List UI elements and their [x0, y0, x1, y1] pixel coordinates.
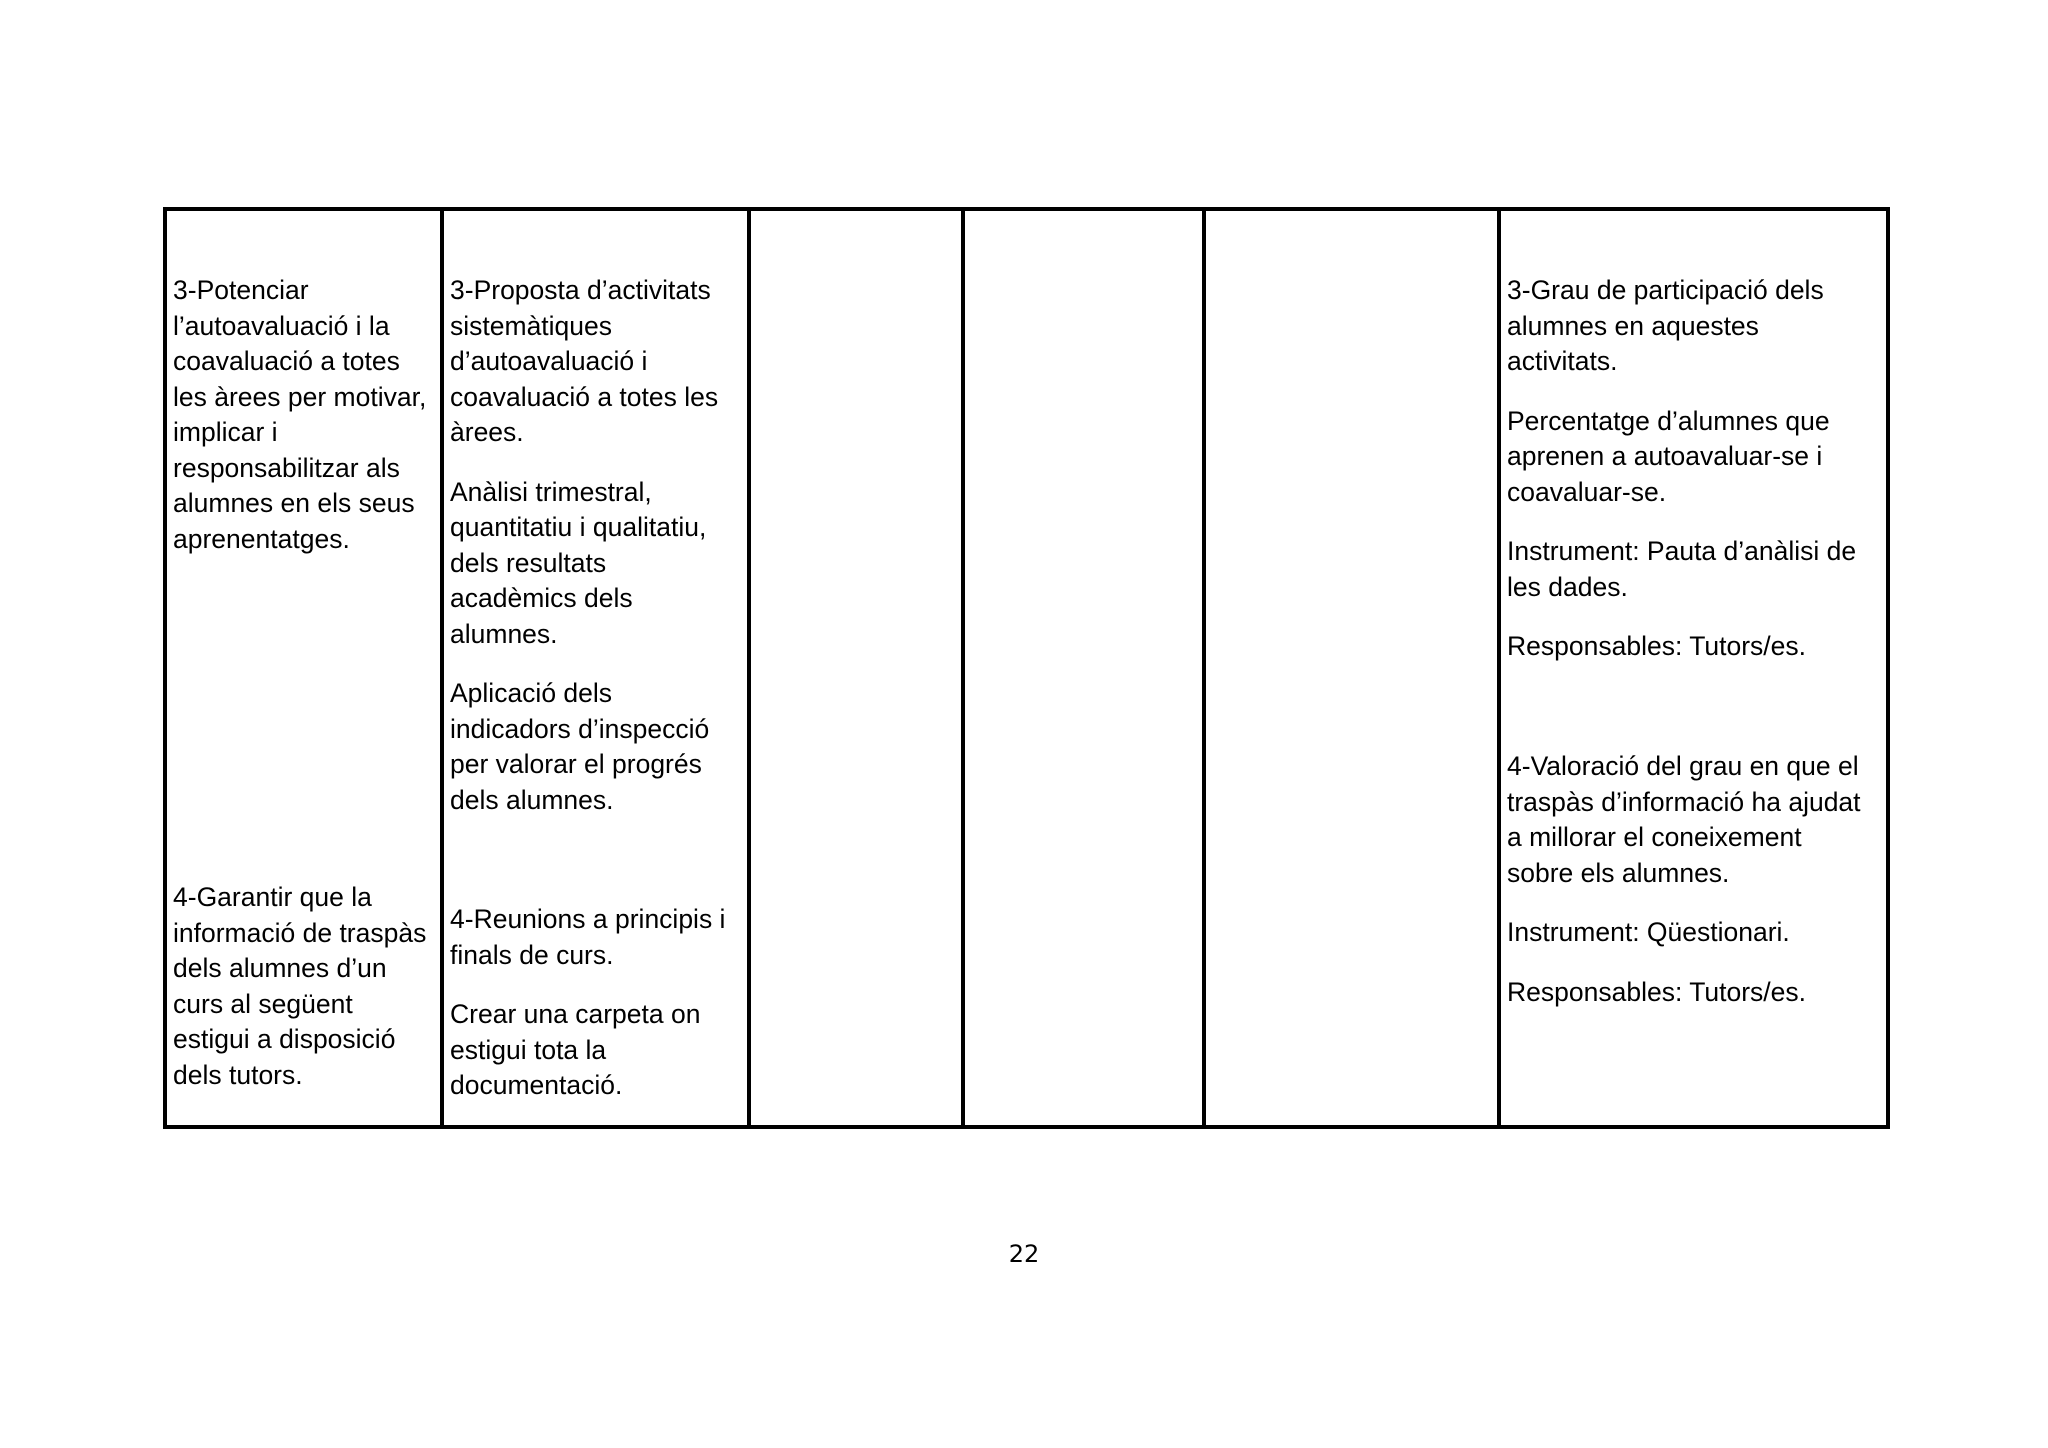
action-3-paragraph-2: Anàlisi trimestral, quantitatiu i qualitatiu, dels resultats acadèmics dels alumnes. — [450, 476, 707, 649]
indicator-4-paragraph-3: Responsables: Tutors/es. — [1507, 976, 1807, 1007]
indicator-cell-4 — [1507, 749, 1887, 1034]
column-divider — [747, 211, 751, 1125]
objective-4-text: 4-Garantir que la informació de traspàs dels alumnes d’un curs al següent estigui a disposició dels tutors. — [173, 882, 427, 1090]
indicator-3-paragraph-4: Responsables: Tutors/es. — [1507, 631, 1807, 661]
action-cell-3 — [450, 273, 745, 842]
indicator-cell-3 — [1507, 273, 1887, 689]
page-number: 22 — [1008, 1240, 1040, 1268]
objective-3-text: 3-Potenciar l’autoavaluació i la coavaluació a totes les àrees per motivar, implicar i responsabilitzar als alumnes en els seus aprenentatges. — [173, 275, 427, 554]
action-4-paragraph-2: Crear una carpeta on estigui tota la documentació. — [450, 999, 701, 1100]
objective-cell-4 — [173, 880, 435, 1117]
indicator-4-paragraph-1: 4-Valoració del grau en que el traspàs d’informació ha ajudat a millorar el coneixement sobre els alumnes. — [1507, 751, 1861, 888]
objective-cell-3 — [173, 273, 435, 581]
indicator-4-paragraph-2: Instrument: Qüestionari. — [1507, 917, 1790, 947]
planning-table — [163, 207, 1890, 1129]
column-divider — [961, 211, 965, 1125]
indicator-3-paragraph-1: 3-Grau de participació dels alumnes en aquestes activitats. — [1507, 275, 1824, 376]
indicator-3-paragraph-2: Percentatge d’alumnes que aprenen a autoavaluar-se i coavaluar-se. — [1507, 405, 1830, 507]
column-divider — [1497, 211, 1501, 1125]
column-divider — [1202, 211, 1206, 1125]
action-3-paragraph-3: Aplicació dels indicadors d’inspecció per valorar el progrés dels alumnes. — [450, 678, 710, 815]
column-divider — [440, 211, 444, 1125]
action-4-paragraph-1: 4-Reunions a principis i finals de curs. — [450, 904, 726, 970]
action-cell-4 — [450, 902, 745, 1128]
indicator-3-paragraph-3: Instrument: Pauta d’anàlisi de les dades. — [1507, 536, 1857, 602]
action-3-paragraph-1: 3-Proposta d’activitats sistemàtiques d’autoavaluació i coavaluació a totes les àrees. — [450, 275, 719, 447]
